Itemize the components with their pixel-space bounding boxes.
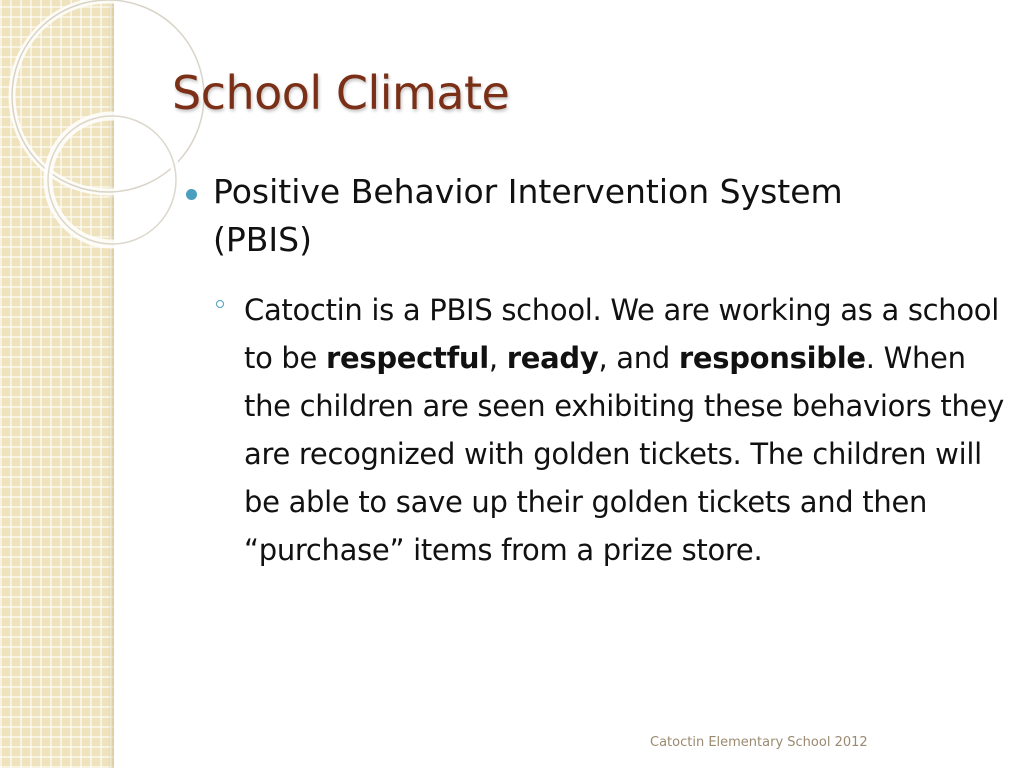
sub-bullet-text (244, 286, 1004, 574)
bold-ready: ready (506, 341, 599, 375)
bold-responsible: responsible (678, 341, 866, 375)
slide-footer: Catoctin Elementary School 2012 (650, 735, 868, 750)
bullet-text: Positive Behavior Intervention System (PBIS) (213, 172, 843, 259)
sub-text-part-3: , and (598, 341, 679, 375)
sub-text-part-4: . When the children are seen exhibiting these behaviors they are recognized with golden tickets. The children will be able to save up their golden tickets and then “purchase” items from a prize store. (244, 341, 1004, 567)
sub-text-part-1: Catoctin is a PBIS school. We are working as a school to be (244, 293, 1000, 375)
slide-content (178, 168, 1004, 574)
hollow-circle-bullet-icon (216, 300, 224, 308)
bullet-item (178, 168, 933, 264)
slide-title: School Climate (172, 66, 510, 120)
filled-circle-bullet-icon (186, 189, 197, 200)
sub-text-part-2: , (488, 341, 507, 375)
sub-bullet-item (178, 286, 1004, 574)
bold-respectful: respectful (326, 341, 489, 375)
